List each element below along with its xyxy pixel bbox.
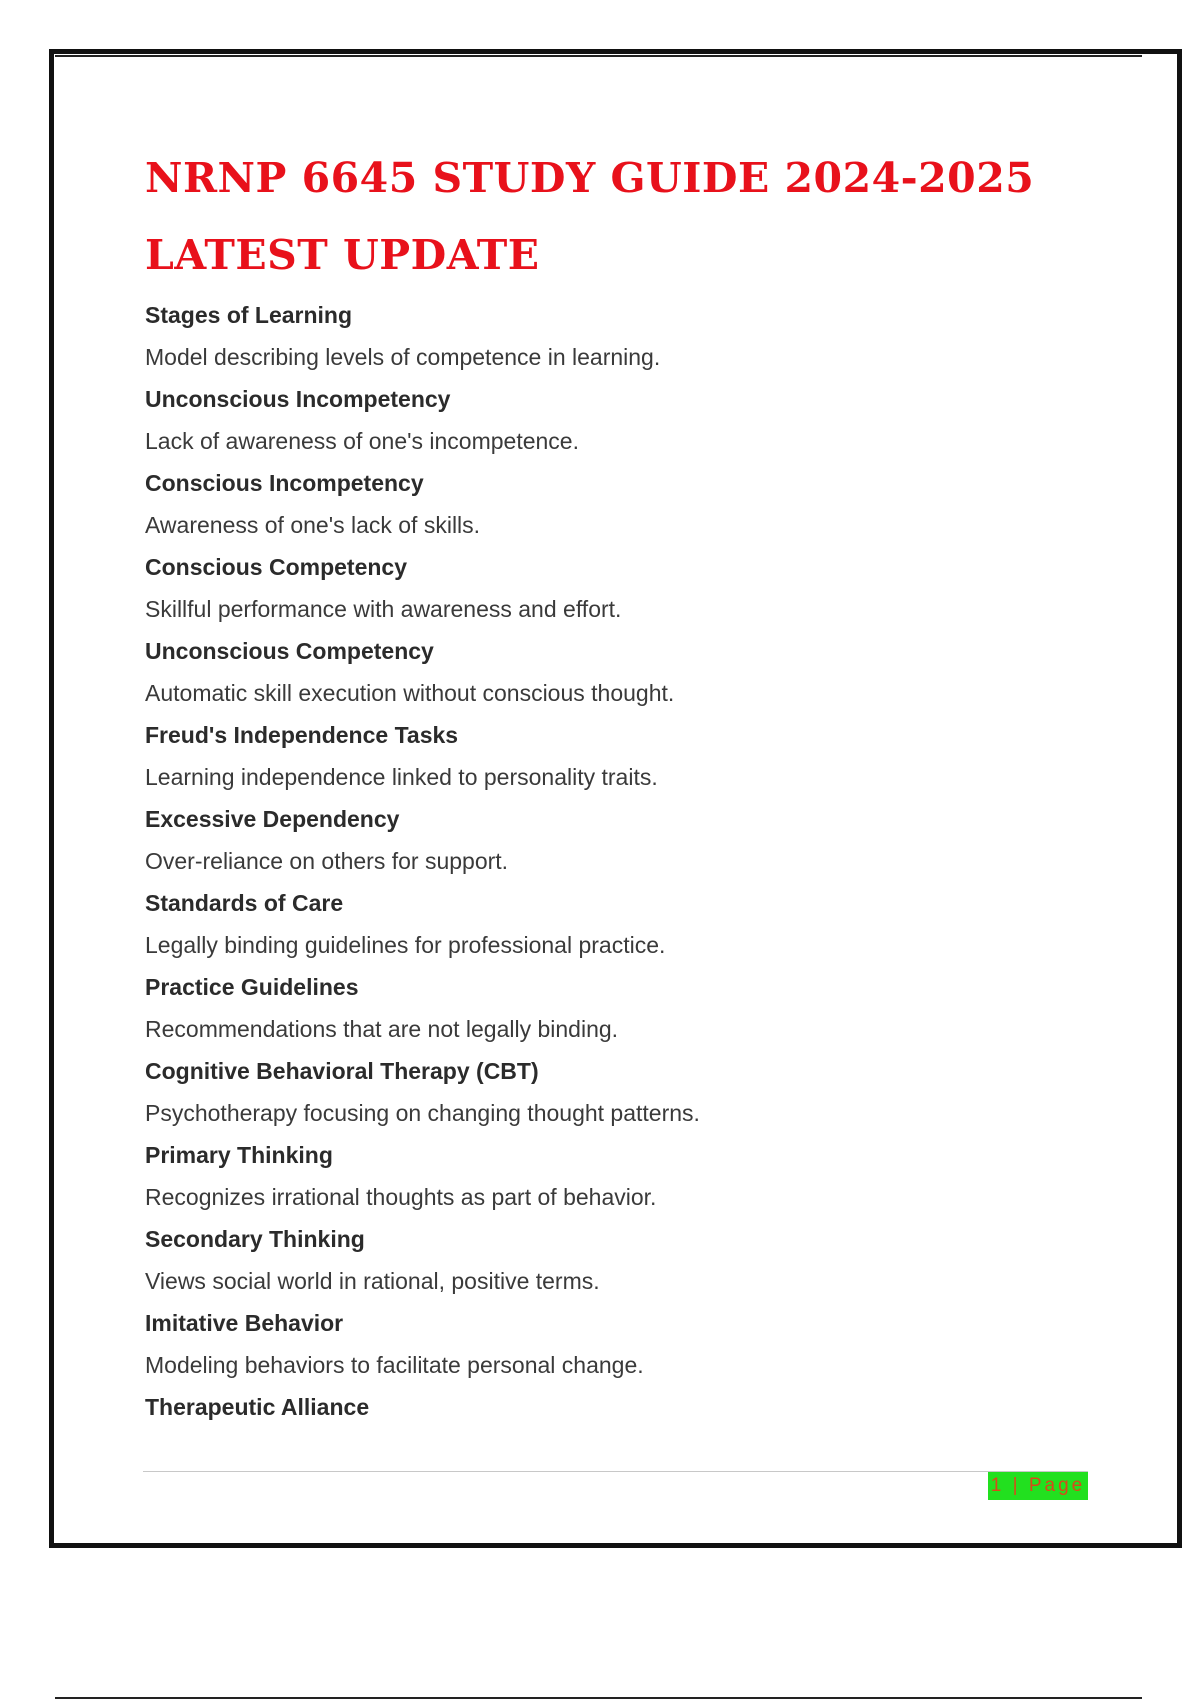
- glossary-entries: [145, 294, 1095, 1428]
- entry-term: Conscious Competency: [145, 554, 407, 580]
- entry-definition: Over-reliance on others for support.: [145, 848, 509, 874]
- entry-term: Secondary Thinking: [145, 1226, 365, 1252]
- entry-definition: Views social world in rational, positive terms.: [145, 1268, 600, 1294]
- entry-definition: Skillful performance with awareness and effort.: [145, 596, 622, 622]
- entry-term: Conscious Incompetency: [145, 470, 424, 496]
- entry-term: Therapeutic Alliance: [145, 1394, 370, 1420]
- entry-definition: Automatic skill execution without conscious thought.: [145, 680, 675, 706]
- entry-definition: Awareness of one's lack of skills.: [145, 512, 481, 538]
- document-title: NRNP 6645 STUDY GUIDE 2024-2025 LATEST UPDATE: [145, 154, 1035, 279]
- page-number-badge: 1 | Page: [988, 1472, 1088, 1500]
- entry-term: Unconscious Competency: [145, 638, 434, 664]
- entry-definition: Recognizes irrational thoughts as part of behavior.: [145, 1184, 657, 1210]
- entry-definition: Recommendations that are not legally binding.: [145, 1016, 619, 1042]
- top-rule: [55, 55, 1142, 57]
- entry-definition: Model describing levels of competence in learning.: [145, 344, 661, 370]
- entry-term: Stages of Learning: [145, 302, 353, 328]
- entry-term: Imitative Behavior: [145, 1310, 344, 1336]
- entry-term: Excessive Dependency: [145, 806, 400, 832]
- next-page-top-rule: [55, 1697, 1142, 1699]
- entry-term: Standards of Care: [145, 890, 344, 916]
- entry-definition: Learning independence linked to personality traits.: [145, 764, 658, 790]
- entry-term: Freud's Independence Tasks: [145, 722, 459, 748]
- entry-term: Primary Thinking: [145, 1142, 333, 1168]
- entry-definition: Legally binding guidelines for professional practice.: [145, 932, 666, 958]
- footer-rule: [143, 1471, 1088, 1472]
- entry-term: Unconscious Incompetency: [145, 386, 451, 412]
- entry-definition: Modeling behaviors to facilitate personal change.: [145, 1352, 644, 1378]
- entry-definition: Psychotherapy focusing on changing thought patterns.: [145, 1100, 700, 1126]
- entry-term: Practice Guidelines: [145, 974, 359, 1000]
- entry-definition: Lack of awareness of one's incompetence.: [145, 428, 579, 454]
- entry-term: Cognitive Behavioral Therapy (CBT): [145, 1058, 539, 1084]
